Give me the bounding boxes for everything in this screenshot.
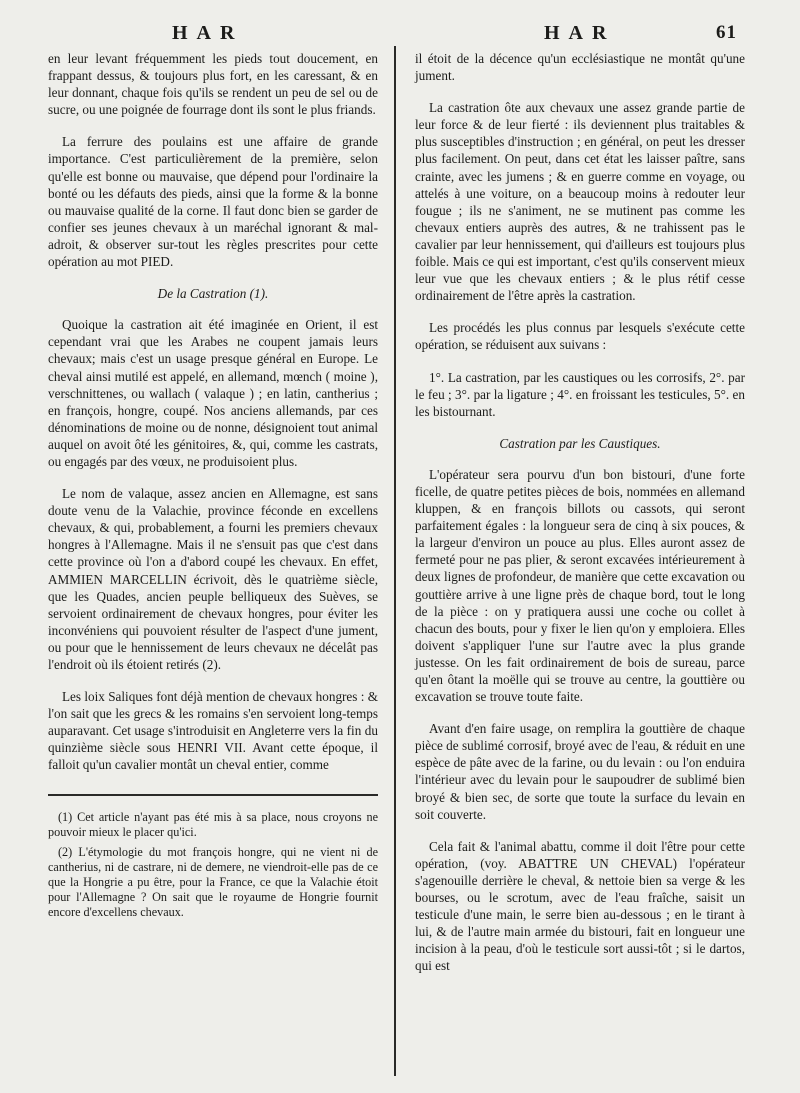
column-divider: [394, 46, 396, 1076]
footnote-rule: [48, 794, 378, 796]
paragraph: en leur levant fréquemment les pieds tout doucement, en frappant dessus, & toujours plus fort, en les caressant, & en leur donnant, chaque fois qu'ils se rendent un peu de sel ou de sucre, ou une poignée de fourrage dont ils sont le plus friands.: [48, 51, 378, 118]
paragraph: Le nom de valaque, assez ancien en Allemagne, est sans doute venu de la Valachie, province féconde en excellens chevaux, & qui, probablement, a fourni les premiers chevaux hongres à l'Allemagne. Mais il ne s'ensuit pas que c'est dans cette province où l'on a d'abord coupé les chevaux. En effet, AMMIEN MARCELLIN écrivoit, dès le quatrième siècle, que les Quades, ancien peuple belliqueux des Suèves, se servoient ordinairement de chevaux hongres, pour éviter les inconvéniens qui pouvoient résulter de l'aspect d'une jument, ou pour que le hennissement de leurs chevaux ne décelât pas l'endroit où ils étoient retirés (2).: [48, 486, 378, 672]
running-head-right: HAR: [544, 22, 616, 44]
footnote: (1) Cet article n'ayant pas été mis à sa place, nous croyons ne pouvoir mieux le placer qu'ici.: [48, 809, 378, 839]
paragraph: La ferrure des poulains est une affaire de grande importance. C'est particulièrement de la première, selon qu'elle est bonne ou mauvaise, que dépend pour l'ordinaire la bonté ou les défauts des pieds, ainsi que la forme & la bonne ou mauvaise qualité de la corne. Il faut donc bien se garder de confier ses jeunes chevaux à un maréchal ignorant & mal-adroit, & observer sur-tout les règles prescrites pour cette opération au mot PIED.: [48, 134, 378, 270]
running-head-left: HAR: [172, 22, 244, 44]
paragraph: Les loix Saliques font déjà mention de chevaux hongres : & l'on sait que les grecs & les romains s'en servoient long-temps auparavant. Cet usage s'introduisit en Angleterre vers la fin du quinzième siècle sous HENRI VII. Avant cette époque, il falloit qu'un cavalier montât un cheval entier, comme: [48, 689, 378, 773]
left-column: [48, 50, 378, 925]
page-number: 61: [716, 22, 737, 43]
footnote: (2) L'étymologie du mot françois hongre, qui ne vient ni de cantherius, ni de castrare, ni de demere, ne viendroit-elle pas de ce que la Hongrie a pu être, pour la France, ce que la Valachie étoit pour l'Allemagne ? On sait que le royaume de Hongrie fournit encore d'excellens chevaux.: [48, 844, 378, 919]
section-heading: De la Castration (1).: [157, 286, 269, 302]
paragraph: il étoit de la décence qu'un ecclésiastique ne montât qu'une jument.: [415, 51, 745, 84]
paragraph: Quoique la castration ait été imaginée en Orient, il est cependant vrai que les Arabes ne coupent jamais leurs chevaux; mais c'est un usage presque général en Europe. Le cheval ainsi mutilé est appelé, en allemand, mœnch ( moine ), verschnittenes, ou wallach ( valaque ) ; en latin, cantherius ; en françois, hongre, coupé. Nos anciens allemands, par ces dénominations de moine ou de nonne, désignoient tout animal auquel on avoit ôté les génitoires, &, qui, comme les castrats, ou engagés par des vœux, ne produisoient plus.: [48, 317, 378, 469]
right-column: [415, 50, 745, 990]
paragraph: Avant d'en faire usage, on remplira la gouttière de chaque pièce de sublimé corrosif, broyé avec de l'eau, & réduit en une espèce de pâte avec de la farine, ou du levain : ou l'on enduira l'intérieur avec du levain pour le saupoudrer de sublimé bien broyé & bien sec, de sorte que toute la surface du levain en soit couverte.: [415, 721, 745, 822]
paragraph: La castration ôte aux chevaux une assez grande partie de leur force & de leur fierté : ils deviennent plus traitables & plus susceptibles d'instruction ; en général, on peut les dresser plus facilement. On peut, dans cet état les laisser paître, sans crainte, avec les jumens ; & en guerre comme en voyage, ou attelés à une voiture, on a beaucoup moins à redouter leur fougue ; ils ne s'animent, ne se mutinent pas comme les chevaux entiers auprès des autres, & ne trahissent pas le cavalier par leur hennissement, qui d'ailleurs est toujours plus foible. Mais ce qui est important, c'est qu'ils conservent mieux leur vue que les chevaux entiers ; & le plus rétif cesse ordinairement de l'être après la castration.: [415, 100, 745, 304]
paragraph: L'opérateur sera pourvu d'un bon bistouri, d'une forte ficelle, de quatre petites pièces de bois, nommées en allemand kluppen, & en françois billots ou cassots, qui seront parfaitement égales : la longueur sera de cinq à six pouces, & la largeur d'environ un pouce au plus. Elles auront assez de fermeté pour ne pas plier, & seront excavées intérieurement à deux lignes de profondeur, de manière que cette excavation ou gouttière arrive à une ligne près de chaque bord, tout le long de la pièce : on y pratiquera aussi une coche ou collet à chacun des bouts, pour y fixer le lien qu'on y emploiera. Elles doivent s'appliquer l'une sur l'autre avec la plus grande justesse. On les fait ordinairement de bois de sureau, parce qu'en ôtant la moëlle qui se trouve au centre, la gouttière ou excavation se trouve toute faite.: [415, 466, 745, 705]
section-heading: Castration par les Caustiques.: [499, 435, 661, 451]
paragraph: Les procédés les plus connus par lesquels s'exécute cette opération, se réduisent aux suivans :: [415, 320, 745, 353]
paragraph: 1°. La castration, par les caustiques ou les corrosifs, 2°. par le feu ; 3°. par la ligature ; 4°. en froissant les testicules, 5°. en les bistournant.: [415, 369, 745, 419]
paragraph: Cela fait & l'animal abattu, comme il doit l'être pour cette opération, (voy. ABATTRE UN CHEVAL) l'opérateur s'agenouille derrière le cheval, & nettoie bien sa verge & les bourses, ou le scrotum, avec de l'eau fraîche, saisit un testicule d'une main, le serre bien au-dessous ; en le tirant à lui, & de l'autre main armée du bistouri, fait en longueur une incision à la peau, d'où le testicule sort aussi-tôt ; si le dartos, qui est: [415, 838, 745, 974]
